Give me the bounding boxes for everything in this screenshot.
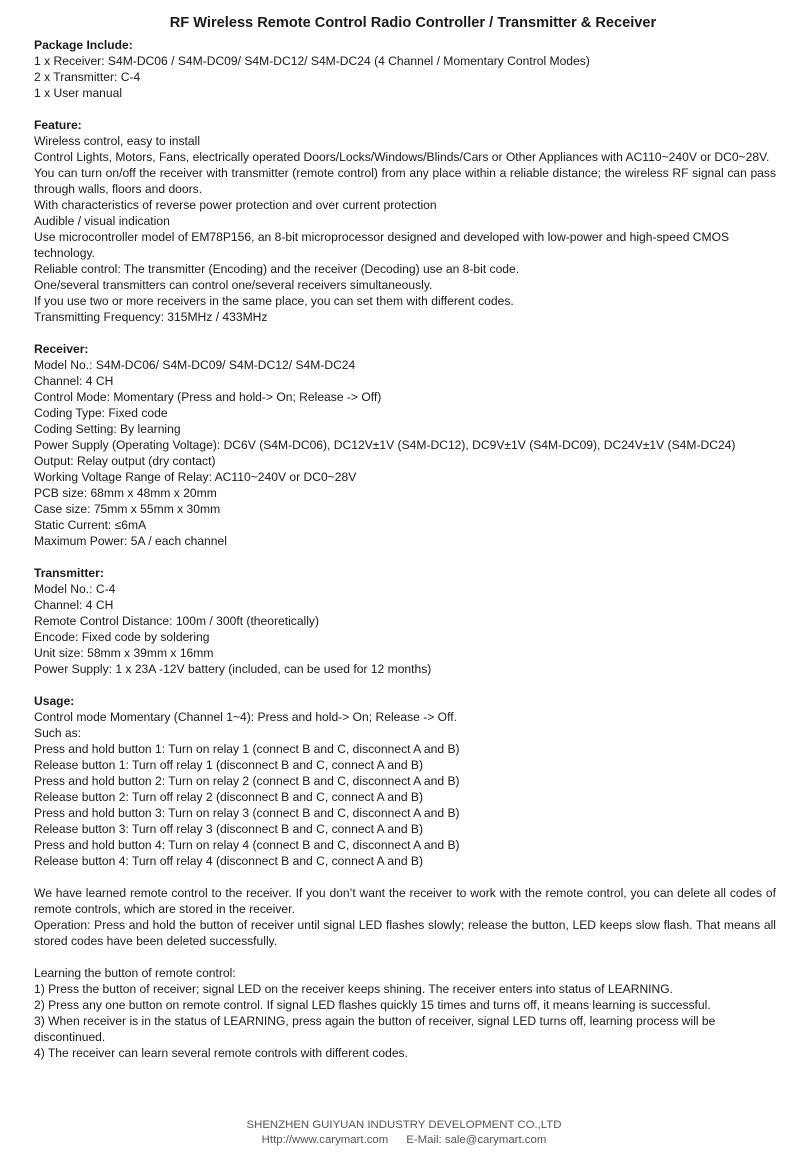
usage-line: Release button 1: Turn off relay 1 (disconnect B and C, connect A and B) [34, 758, 424, 772]
package-line: 1 x User manual [34, 86, 123, 100]
feature-line: If you use two or more receivers in the same place, you can set them with different codes. [34, 294, 514, 308]
receiver-spec: PCB size: 68mm x 48mm x 20mm [34, 486, 217, 500]
website-link[interactable]: Http://www.carymart.com [261, 1134, 389, 1146]
usage-line: Press and hold button 1: Turn on relay 1 (connect B and C, disconnect A and B) [34, 742, 460, 756]
receiver-section [34, 341, 776, 549]
delete-codes-operation: Operation: Press and hold the button of receiver until signal LED flashes slowly; release the button, LED keeps slow flash. That means all stored codes have been deleted successfully. [34, 918, 776, 948]
receiver-spec: Case size: 75mm x 55mm x 30mm [34, 502, 221, 516]
transmitter-heading: Transmitter: [34, 566, 104, 580]
transmitter-spec: Encode: Fixed code by soldering [34, 630, 210, 644]
feature-section [34, 117, 776, 325]
receiver-heading: Receiver: [34, 342, 89, 356]
receiver-spec: Model No.: S4M-DC06/ S4M-DC09/ S4M-DC12/ S4M-DC24 [34, 358, 356, 372]
usage-line: Control mode Momentary (Channel 1~4): Press and hold-> On; Release -> Off. [34, 710, 457, 724]
receiver-spec: Static Current: ≤6mA [34, 518, 147, 532]
package-heading: Package Include: [34, 38, 133, 52]
company-name: SHENZHEN GUIYUAN INDUSTRY DEVELOPMENT CO.,LTD [246, 1119, 562, 1131]
delete-codes-section [34, 885, 776, 949]
feature-heading: Feature: [34, 118, 82, 132]
feature-line: You can turn on/off the receiver with transmitter (remote control) from any place within a reliable distance; the wireless RF signal can pass through walls, floors and doors. [34, 166, 776, 196]
learning-step: 4) The receiver can learn several remote controls with different codes. [34, 1046, 408, 1060]
feature-line: Use microcontroller model of EM78P156, an 8-bit microprocessor designed and developed with low-power and high-speed CMOS technology. [34, 230, 730, 260]
usage-line: Such as: [34, 726, 82, 740]
transmitter-spec: Channel: 4 CH [34, 598, 114, 612]
feature-line: One/several transmitters can control one/several receivers simultaneously. [34, 278, 433, 292]
transmitter-spec: Unit size: 58mm x 39mm x 16mm [34, 646, 214, 660]
learning-heading: Learning the button of remote control: [34, 966, 236, 980]
feature-line: Control Lights, Motors, Fans, electrically operated Doors/Locks/Windows/Blinds/Cars or Other Appliances with AC110~240V or DC0~28V. [34, 150, 770, 164]
receiver-spec: Output: Relay output (dry contact) [34, 454, 216, 468]
transmitter-spec: Remote Control Distance: 100m / 300ft (theoretically) [34, 614, 320, 628]
feature-line: Reliable control: The transmitter (Encoding) and the receiver (Decoding) use an 8-bit code. [34, 262, 520, 276]
feature-line: Audible / visual indication [34, 214, 170, 228]
usage-line: Release button 4: Turn off relay 4 (disconnect B and C, connect A and B) [34, 854, 424, 868]
document-body [34, 14, 776, 1061]
receiver-spec: Coding Setting: By learning [34, 422, 181, 436]
usage-line: Press and hold button 4: Turn on relay 4 (connect B and C, disconnect A and B) [34, 838, 460, 852]
transmitter-section [34, 565, 776, 677]
email-link[interactable]: E-Mail: sale@carymart.com [406, 1134, 547, 1146]
footer [0, 1118, 808, 1148]
package-line: 2 x Transmitter: C-4 [34, 70, 141, 84]
feature-line: Wireless control, easy to install [34, 134, 201, 148]
transmitter-spec: Model No.: C-4 [34, 582, 116, 596]
receiver-spec: Coding Type: Fixed code [34, 406, 168, 420]
receiver-spec: Maximum Power: 5A / each channel [34, 534, 227, 548]
usage-heading: Usage: [34, 694, 75, 708]
delete-codes-paragraph: We have learned remote control to the receiver. If you don’t want the receiver to work with the remote control, you can delete all codes of remote controls, which are stored in the receiver. [34, 886, 776, 916]
package-section [34, 37, 776, 101]
transmitter-spec: Power Supply: 1 x 23A -12V battery (included, can be used for 12 months) [34, 662, 432, 676]
receiver-spec: Power Supply (Operating Voltage): DC6V (S4M-DC06), DC12V±1V (S4M-DC12), DC9V±1V (S4M-DC09), DC24V±1V (S4M-DC24) [34, 438, 736, 452]
package-line: 1 x Receiver: S4M-DC06 / S4M-DC09/ S4M-DC12/ S4M-DC24 (4 Channel / Momentary Control Modes) [34, 54, 590, 68]
learning-step: 2) Press any one button on remote control. If signal LED flashes quickly 15 times and turns off, it means learning is successful. [34, 998, 711, 1012]
receiver-spec: Control Mode: Momentary (Press and hold-> On; Release -> Off) [34, 390, 382, 404]
usage-line: Press and hold button 2: Turn on relay 2 (connect B and C, disconnect A and B) [34, 774, 460, 788]
usage-line: Release button 2: Turn off relay 2 (disconnect B and C, connect A and B) [34, 790, 424, 804]
usage-section [34, 693, 776, 869]
learning-step: 3) When receiver is in the status of LEARNING, press again the button of receiver, signal LED turns off, learning process will be discontinued. [34, 1014, 716, 1044]
learning-step: 1) Press the button of receiver; signal LED on the receiver keeps shining. The receiver enters into status of LEARNING. [34, 982, 674, 996]
document-title: RF Wireless Remote Control Radio Controller / Transmitter & Receiver [169, 15, 657, 31]
usage-line: Release button 3: Turn off relay 3 (disconnect B and C, connect A and B) [34, 822, 424, 836]
learning-section [34, 965, 776, 1061]
feature-line: Transmitting Frequency: 315MHz / 433MHz [34, 310, 268, 324]
feature-line: With characteristics of reverse power protection and over current protection [34, 198, 437, 212]
contact-line [0, 1133, 808, 1148]
usage-line: Press and hold button 3: Turn on relay 3 (connect B and C, disconnect A and B) [34, 806, 460, 820]
receiver-spec: Working Voltage Range of Relay: AC110~240V or DC0~28V [34, 470, 357, 484]
receiver-spec: Channel: 4 CH [34, 374, 114, 388]
